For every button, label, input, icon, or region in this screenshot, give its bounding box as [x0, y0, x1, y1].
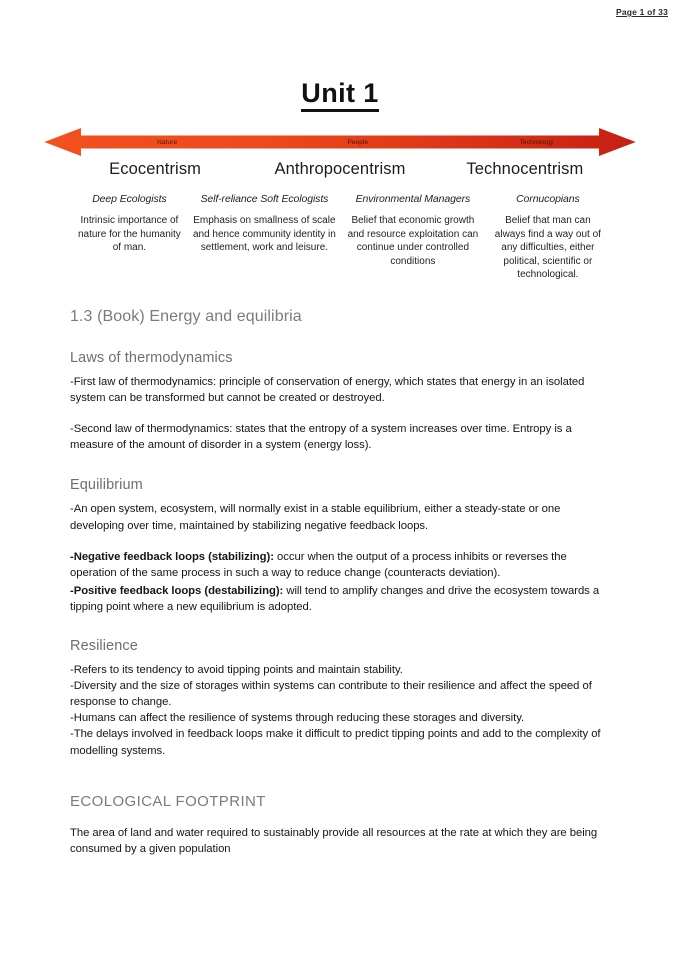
subheading-laws-of-thermodynamics: Laws of thermodynamics — [70, 349, 233, 366]
school-column-environmental-managers — [340, 193, 486, 268]
paragraph-positive-feedback — [70, 583, 610, 615]
school-column-cornucopians — [486, 193, 610, 282]
list-item: -Humans can affect the resilience of systems through reducing these storages and diversity. — [70, 712, 525, 725]
arrow-graphic — [42, 127, 638, 157]
arrow-label-nature: Nature — [157, 138, 178, 146]
school-description: Belief that man can always find a way out of any difficulties, either political, scientific or technological. — [494, 215, 601, 280]
school-description: Intrinsic importance of nature for the humanity of man. — [77, 215, 181, 253]
double-headed-arrow — [42, 127, 638, 157]
school-name: Environmental Managers — [355, 193, 471, 205]
section-heading-energy-equilibria: 1.3 (Book) Energy and equilibria — [70, 307, 302, 325]
school-column-deep-ecologists — [70, 193, 189, 255]
schools-of-thought-table — [70, 193, 610, 282]
page-title-text: Unit 1 — [301, 78, 378, 112]
list-item: -Refers to its tendency to avoid tipping points and maintain stability. — [70, 663, 403, 676]
arrow-label-technology: Technology — [519, 138, 554, 146]
school-name: Deep Ecologists — [92, 193, 167, 205]
page-title — [70, 0, 610, 109]
centrism-anthropocentrism: Anthropocentrism — [274, 160, 406, 178]
arrow-label-people: People — [347, 138, 369, 146]
centrism-technocentrism: Technocentrism — [466, 160, 584, 178]
paragraph-equilibrium-intro: -An open system, ecosystem, will normally exist in a stable equilibrium, either a steady-state or one developing over time, maintained by stabilizing negative feedback loops. — [70, 503, 561, 532]
environmental-value-systems-diagram — [70, 127, 610, 282]
subheading-equilibrium: Equilibrium — [70, 477, 143, 494]
school-column-soft-ecologists — [189, 193, 340, 255]
school-name: Cornucopians — [516, 193, 580, 205]
paragraph-ecological-footprint-definition: The area of land and water required to sustainably provide all resources at the rate at which they are being consumed by a given population — [70, 826, 598, 855]
paragraph-first-law: -First law of thermodynamics: principle of conservation of energy, which states that energy in an isolated system can be transformed but cannot be created or destroyed. — [70, 375, 585, 404]
paragraph-second-law: -Second law of thermodynamics: states that the entropy of a system increases over time. Entropy is a measure of the amount of disorder in a system (energy loss). — [70, 422, 572, 452]
list-item: -The delays involved in feedback loops make it difficult to predict tipping points and add to the complexity of modelling systems. — [70, 728, 601, 757]
positive-feedback-label: -Positive feedback loops (destabilizing): — [70, 585, 284, 598]
negative-feedback-text: occur when the output of a process inhibits or reverses the operation of the same process in such a way to reduce change (counteracts deviation). — [70, 550, 567, 579]
school-description: Emphasis on smallness of scale and hence community identity in settlement, work and leisure. — [192, 215, 336, 253]
page-number-header: Page 1 of 33 — [615, 7, 668, 17]
negative-feedback-label: -Negative feedback loops (stabilizing): — [70, 550, 274, 563]
resilience-points-list — [70, 662, 610, 759]
centrism-ecocentrism: Ecocentrism — [109, 160, 202, 178]
school-name: Self-reliance Soft Ecologists — [200, 193, 329, 205]
centrism-labels — [70, 160, 610, 179]
list-item: -Diversity and the size of storages within systems can contribute to their resilience and affect the speed of response to change. — [70, 679, 592, 708]
paragraph-negative-feedback — [70, 549, 610, 581]
positive-feedback-text: will tend to amplify changes and drive the ecosystem towards a tipping point where a new equilibrium is adopted. — [70, 585, 600, 614]
section-heading-ecological-footprint: ECOLOGICAL FOOTPRINT — [70, 792, 266, 810]
subheading-resilience: Resilience — [70, 637, 138, 654]
school-description: Belief that economic growth and resource exploitation can continue under controlled conditions — [347, 215, 479, 267]
